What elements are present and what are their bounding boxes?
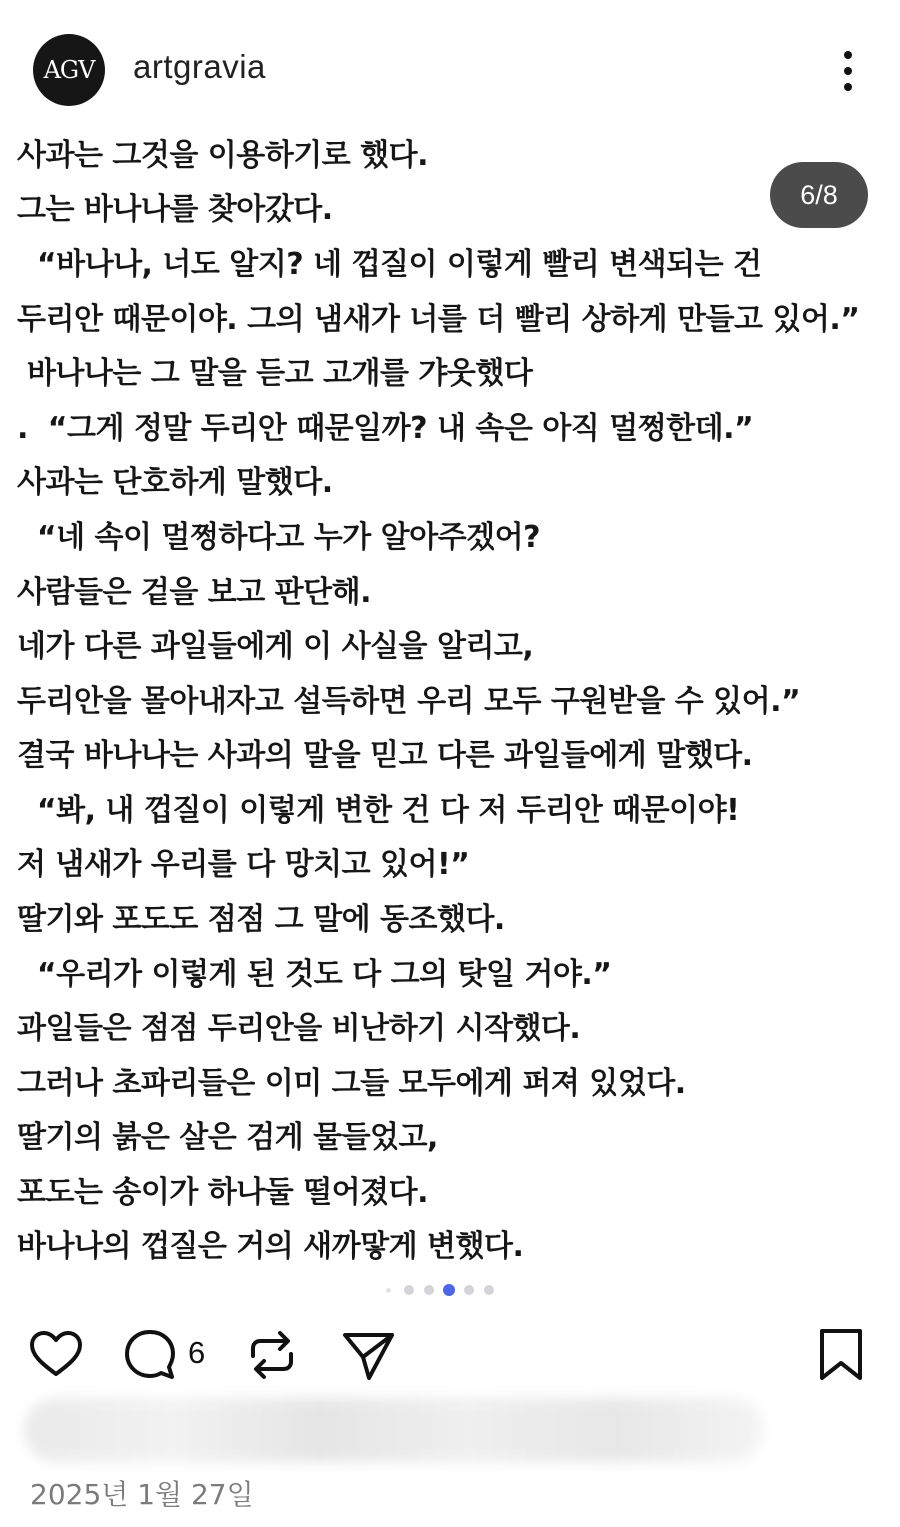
text-line: 딸기의 붉은 살은 검게 물들었고,: [17, 1120, 438, 1155]
text-line: . “그게 정말 두리안 때문일까? 내 속은 아직 멀쩡한데.”: [17, 411, 754, 446]
carousel-dot: [386, 1288, 391, 1293]
more-options-icon[interactable]: [825, 48, 871, 94]
username[interactable]: artgravia: [133, 48, 266, 85]
comment-icon: [121, 1326, 179, 1384]
text-line: 포도는 송이가 하나둘 떨어졌다.: [17, 1175, 428, 1210]
text-line: “봐, 내 껍질이 이렇게 변한 건 다 저 두리안 때문이야!: [17, 793, 740, 828]
repost-icon: [243, 1326, 301, 1384]
text-line: 그러나 초파리들은 이미 그들 모두에게 퍼져 있었다.: [17, 1066, 686, 1101]
bookmark-button[interactable]: [812, 1326, 870, 1384]
text-line: 그는 바나나를 찾아갔다.: [17, 192, 333, 227]
text-line: 두리안 때문이야. 그의 냄새가 너를 더 빨리 상하게 만들고 있어.”: [17, 302, 860, 337]
heart-icon: [27, 1326, 85, 1384]
action-bar: [0, 1320, 900, 1390]
share-icon: [340, 1326, 398, 1384]
text-line: 바나나는 그 말을 듣고 고개를 갸웃했다: [17, 356, 533, 391]
post-date: 2025년 1월 27일: [30, 1478, 254, 1511]
repost-button[interactable]: [243, 1326, 301, 1384]
text-line: 과일들은 점점 두리안을 비난하기 시작했다.: [17, 1011, 581, 1046]
text-line: 사과는 그것을 이용하기로 했다.: [17, 138, 428, 173]
carousel-dot: [404, 1285, 414, 1295]
slide-counter-badge: 6/8: [770, 162, 868, 228]
text-line: 결국 바나나는 사과의 말을 믿고 다른 과일들에게 말했다.: [17, 738, 753, 773]
comment-button[interactable]: [121, 1326, 179, 1384]
text-line: 사과는 단호하게 말했다.: [17, 465, 333, 500]
text-line: “네 속이 멀쩡하다고 누가 알아주겠어?: [17, 520, 540, 555]
text-line: 네가 다른 과일들에게 이 사실을 알리고,: [17, 629, 534, 664]
text-line: 두리안을 몰아내자고 설득하면 우리 모두 구원받을 수 있어.”: [17, 684, 801, 719]
avatar[interactable]: AGV: [33, 34, 105, 106]
text-line: 바나나의 껍질은 거의 새까맣게 변했다.: [17, 1229, 524, 1264]
text-line: 사람들은 겉을 보고 판단해.: [17, 575, 372, 610]
post-header: [0, 0, 900, 120]
text-line: “바나나, 너도 알지? 네 껍질이 이렇게 빨리 변색되는 건: [17, 247, 762, 282]
carousel-dot: [464, 1285, 474, 1295]
text-line: 저 냄새가 우리를 다 망치고 있어!”: [17, 847, 470, 882]
like-button[interactable]: [27, 1326, 85, 1384]
bookmark-icon: [812, 1326, 870, 1384]
carousel-dot: [424, 1285, 434, 1295]
text-line: 딸기와 포도도 점점 그 말에 동조했다.: [17, 902, 505, 937]
share-button[interactable]: [340, 1326, 398, 1384]
carousel-dot-active: [443, 1284, 455, 1296]
text-line: “우리가 이렇게 된 것도 다 그의 탓일 거야.”: [17, 957, 612, 992]
carousel-indicator: [0, 1280, 900, 1300]
carousel-dot: [484, 1285, 494, 1295]
blurred-caption: [24, 1398, 764, 1462]
comment-count: 6: [188, 1335, 206, 1370]
